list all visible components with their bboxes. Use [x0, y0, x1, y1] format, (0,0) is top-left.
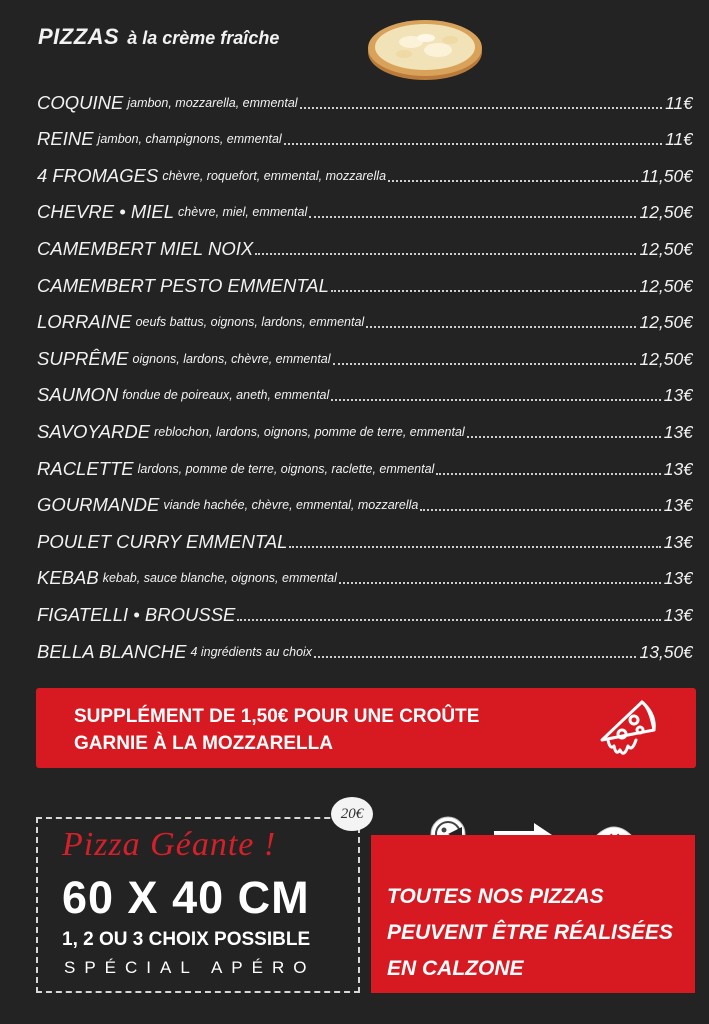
- leader-dots: [255, 253, 636, 255]
- menu-item-name: 4 FROMAGES: [37, 164, 159, 186]
- menu-item-price: 13€: [663, 458, 693, 479]
- menu-item-price: 12,50€: [639, 348, 693, 369]
- menu-item-name: CAMEMBERT PESTO EMMENTAL: [37, 274, 329, 296]
- menu-item: [37, 444, 693, 481]
- menu-item-name: LORRAINE: [37, 311, 132, 333]
- menu-item-description: reblochon, lardons, oignons, pomme de terre, emmental: [154, 424, 465, 439]
- menu-subtitle: à la crème fraîche: [127, 28, 280, 48]
- menu-item-price: 12,50€: [639, 312, 693, 333]
- menu-item: [37, 224, 693, 261]
- menu-item-price: 12,50€: [639, 238, 693, 259]
- menu-item-name: SAVOYARDE: [37, 420, 151, 442]
- calzone-banner: [371, 835, 695, 993]
- supplement-line-1: SUPPLÉMENT DE 1,50€ POUR UNE CROÛTE: [74, 706, 480, 727]
- giant-choices: 1, 2 OU 3 CHOIX POSSIBLE: [62, 929, 311, 950]
- leader-dots: [331, 290, 637, 292]
- leader-dots: [467, 436, 661, 438]
- menu-item-name: COQUINE: [37, 91, 124, 113]
- giant-apero: SPÉCIAL APÉRO: [64, 958, 316, 977]
- menu-title: PIZZAS: [38, 24, 120, 49]
- menu-item-description: fondue de poireaux, aneth, emmental: [122, 388, 330, 403]
- leader-dots: [314, 656, 636, 658]
- menu-item: [37, 481, 693, 518]
- menu-item: [37, 371, 693, 408]
- menu-item: [37, 554, 693, 591]
- menu-item: [37, 334, 693, 371]
- menu-item: [37, 627, 693, 664]
- giant-size: 60 X 40 CM: [62, 872, 310, 923]
- leader-dots: [339, 582, 661, 584]
- pizza-menu-list: [37, 78, 693, 664]
- menu-item-price: 13€: [663, 421, 693, 442]
- menu-item-price: 12,50€: [639, 202, 693, 223]
- menu-item-description: jambon, champignons, emmental: [97, 132, 282, 147]
- menu-item-price: 13€: [663, 604, 693, 625]
- menu-item-price: 11€: [665, 92, 693, 113]
- calzone-line-2: PEUVENT ÊTRE RÉALISÉES: [387, 921, 673, 944]
- menu-item-name: CAMEMBERT MIEL NOIX: [37, 237, 254, 259]
- menu-item-description: chèvre, roquefort, emmental, mozzarella: [162, 168, 387, 183]
- menu-item: [37, 517, 693, 554]
- menu-item-description: jambon, mozzarella, emmental: [127, 95, 298, 110]
- menu-item-description: kebab, sauce blanche, oignons, emmental: [102, 571, 337, 586]
- giant-title: Pizza Géante !: [62, 826, 277, 863]
- leader-dots: [420, 509, 660, 511]
- menu-item: [37, 298, 693, 335]
- leader-dots: [284, 143, 662, 145]
- menu-item-price: 12,50€: [639, 275, 693, 296]
- leader-dots: [237, 619, 660, 621]
- supplement-line-2: GARNIE À LA MOZZARELLA: [74, 733, 333, 754]
- menu-item: [37, 188, 693, 225]
- leader-dots: [436, 473, 660, 475]
- menu-item: [37, 151, 693, 188]
- menu-item-price: 13,50€: [639, 641, 693, 662]
- menu-item-description: viande hachée, chèvre, emmental, mozzarella: [163, 498, 419, 513]
- menu-item-price: 13€: [663, 385, 693, 406]
- menu-item-description: oeufs battus, oignons, lardons, emmental: [135, 315, 365, 330]
- menu-item: [37, 261, 693, 298]
- menu-item-price: 13€: [663, 531, 693, 552]
- menu-header: [38, 24, 279, 58]
- menu-item-price: 11,50€: [640, 165, 693, 186]
- menu-item-name: CHEVRE • MIEL: [37, 201, 175, 223]
- supplement-banner: [36, 688, 696, 768]
- supplement-text: [74, 703, 574, 757]
- menu-item-name: REINE: [37, 128, 94, 150]
- pizza-slice-icon: [592, 694, 664, 766]
- calzone-text: [387, 879, 673, 987]
- menu-item-description: chèvre, miel, emmental: [178, 205, 308, 220]
- giant-price-badge: 20€: [331, 797, 373, 831]
- menu-item-price: 13€: [663, 495, 693, 516]
- leader-dots: [289, 546, 660, 548]
- menu-item-name: SAUMON: [37, 384, 119, 406]
- leader-dots: [331, 399, 661, 401]
- calzone-line-3: EN CALZONE: [387, 957, 524, 980]
- calzone-line-1: TOUTES NOS PIZZAS: [387, 885, 604, 908]
- menu-item-name: FIGATELLI • BROUSSE: [37, 603, 236, 625]
- menu-item-name: RACLETTE: [37, 457, 134, 479]
- menu-item-description: 4 ingrédients au choix: [190, 644, 313, 659]
- menu-item: [37, 115, 693, 152]
- menu-item: [37, 407, 693, 444]
- menu-item-price: 13€: [663, 568, 693, 589]
- menu-item-description: lardons, pomme de terre, oignons, raclette, emmental: [137, 461, 435, 476]
- leader-dots: [309, 216, 636, 218]
- menu-item-description: oignons, lardons, chèvre, emmental: [132, 351, 331, 366]
- leader-dots: [300, 107, 663, 109]
- menu-item-name: BELLA BLANCHE: [37, 640, 187, 662]
- menu-item: [37, 78, 693, 115]
- pizza-image: [366, 12, 484, 84]
- leader-dots: [333, 363, 637, 365]
- menu-item-name: POULET CURRY EMMENTAL: [37, 530, 288, 552]
- menu-item-name: GOURMANDE: [37, 494, 160, 516]
- menu-item-price: 11€: [665, 129, 693, 150]
- menu-item-name: SUPRÊME: [37, 347, 129, 369]
- menu-item-name: KEBAB: [37, 567, 99, 589]
- leader-dots: [366, 326, 636, 328]
- menu-item: [37, 590, 693, 627]
- leader-dots: [388, 180, 638, 182]
